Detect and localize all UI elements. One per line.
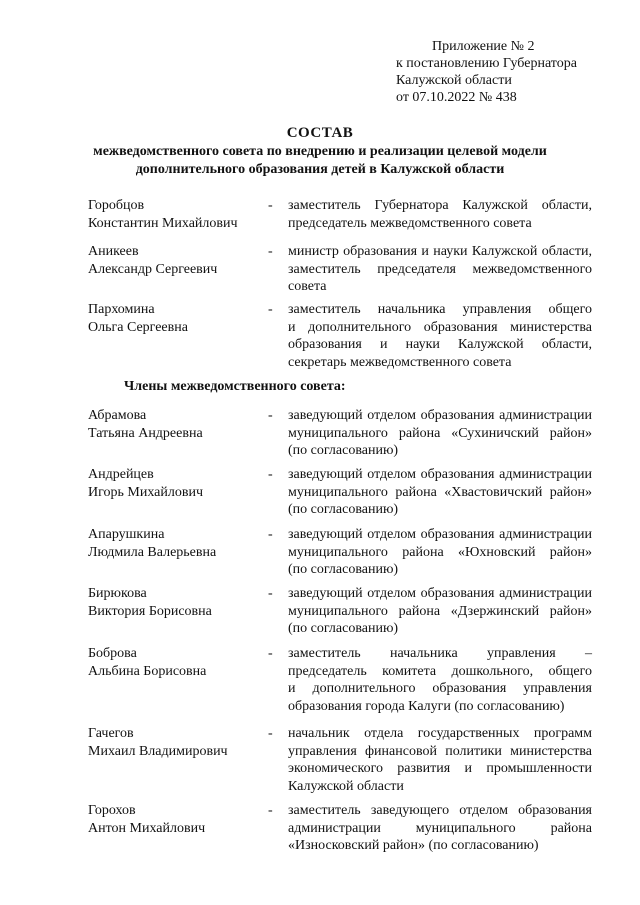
role-line: совета xyxy=(288,279,327,294)
position-description xyxy=(288,466,592,519)
role-line: заместитель начальника управления – xyxy=(288,646,592,661)
given-names: Татьяна Андреевна xyxy=(88,425,203,441)
role-line: (по согласованию) xyxy=(288,621,399,636)
given-names: Людмила Валерьевна xyxy=(88,544,217,560)
position-description xyxy=(288,243,592,296)
surname: Горохов xyxy=(88,803,136,818)
separator-dash: - xyxy=(268,244,273,259)
person-name xyxy=(88,301,268,336)
given-names: Антон Михайлович xyxy=(88,820,206,836)
role-line: заместитель начальника управления общего xyxy=(288,302,592,317)
role-line: муниципального района «Сухиничский район» xyxy=(288,425,592,441)
role-line: образования и науки Калужской области, xyxy=(288,337,592,352)
given-names: Игорь Михайлович xyxy=(88,484,203,500)
role-line: экономического развития и промышленности xyxy=(288,761,592,776)
person-name xyxy=(88,725,268,760)
surname: Апарушкина xyxy=(88,527,165,542)
surname: Андрейцев xyxy=(88,467,154,482)
role-line: (по согласованию) xyxy=(288,443,399,458)
surname: Бирюкова xyxy=(88,586,147,601)
surname: Боброва xyxy=(88,646,137,661)
role-line: Калужской области xyxy=(288,778,404,794)
role-line: заместитель председателя межведомственного xyxy=(288,261,592,277)
appendix-date: от 07.10.2022 № 438 xyxy=(396,90,517,105)
role-line: (по согласованию) xyxy=(288,562,399,577)
person-name xyxy=(88,585,268,620)
role-line: министр образования и науки Калужской области, xyxy=(288,244,592,259)
appendix-number: Приложение № 2 xyxy=(432,39,535,54)
appendix-block xyxy=(396,38,577,106)
person-name xyxy=(88,243,268,278)
page-title: СОСТАВ xyxy=(286,125,354,141)
role-line: «Износковский район» (по согласованию) xyxy=(288,838,539,853)
given-names: Константин Михайлович xyxy=(88,215,238,231)
separator-dash: - xyxy=(268,586,273,601)
separator-dash: - xyxy=(268,467,273,482)
page-subtitle-line-1: межведомственного совета по внедрению и реализации целевой модели xyxy=(93,144,547,159)
role-line: муниципального района «Юхновский район» xyxy=(288,544,592,560)
person-name xyxy=(88,645,268,680)
role-line: заведующий отделом образования администрации xyxy=(288,467,592,482)
given-names: Александр Сергеевич xyxy=(88,261,218,277)
role-line: заведующий отделом образования администрации xyxy=(288,586,592,601)
position-description xyxy=(288,407,592,460)
surname: Аникеев xyxy=(88,244,139,259)
appendix-resolution: к постановлению Губернатора xyxy=(396,56,577,71)
given-names: Ольга Сергеевна xyxy=(88,319,188,335)
position-description xyxy=(288,301,592,371)
role-line: председатель комитета дошкольного, общего xyxy=(288,663,592,679)
given-names: Михаил Владимирович xyxy=(88,743,228,759)
role-line: заведующий отделом образования администрации xyxy=(288,527,592,542)
separator-dash: - xyxy=(268,646,273,661)
role-line: начальник отдела государственных программ xyxy=(288,726,592,741)
role-line: заведующий отделом образования администрации xyxy=(288,408,592,423)
role-line: председатель межведомственного совета xyxy=(288,215,532,231)
person-name xyxy=(88,802,268,837)
position-description xyxy=(288,197,592,232)
surname: Пархомина xyxy=(88,302,155,317)
separator-dash: - xyxy=(268,726,273,741)
position-description xyxy=(288,802,592,855)
role-line: (по согласованию) xyxy=(288,502,399,517)
role-line: муниципального района «Дзержинский район» xyxy=(288,603,592,619)
position-description xyxy=(288,526,592,579)
person-name xyxy=(88,466,268,501)
surname: Абрамова xyxy=(88,408,147,423)
separator-dash: - xyxy=(268,302,273,317)
separator-dash: - xyxy=(268,408,273,423)
surname: Гачегов xyxy=(88,726,134,741)
position-description xyxy=(288,585,592,638)
person-name xyxy=(88,526,268,561)
separator-dash: - xyxy=(268,803,273,818)
appendix-region: Калужской области xyxy=(396,73,512,88)
page-subtitle-line-2: дополнительного образования детей в Калужской области xyxy=(135,162,505,177)
role-line: управления финансовой политики министерства xyxy=(288,743,592,759)
role-line: и дополнительного образования министерства xyxy=(288,319,592,335)
role-line: и дополнительного образования управления xyxy=(288,681,592,696)
role-line: муниципального района «Хвастовичский район» xyxy=(288,484,592,500)
position-description xyxy=(288,645,592,715)
role-line: заместитель заведующего отделом образования xyxy=(288,803,592,818)
given-names: Альбина Борисовна xyxy=(88,663,207,679)
role-line: секретарь межведомственного совета xyxy=(288,354,512,370)
surname: Горобцов xyxy=(88,198,145,213)
position-description xyxy=(288,725,592,795)
role-line: заместитель Губернатора Калужской области, xyxy=(288,198,592,213)
members-heading: Члены межведомственного совета: xyxy=(124,379,346,394)
heading-block xyxy=(0,125,640,178)
given-names: Виктория Борисовна xyxy=(88,603,212,619)
person-name xyxy=(88,197,268,232)
role-line: образования города Калуги (по согласованию) xyxy=(288,698,565,714)
role-line: администрации муниципального района xyxy=(288,820,592,836)
separator-dash: - xyxy=(268,198,273,213)
person-name xyxy=(88,407,268,442)
separator-dash: - xyxy=(268,527,273,542)
